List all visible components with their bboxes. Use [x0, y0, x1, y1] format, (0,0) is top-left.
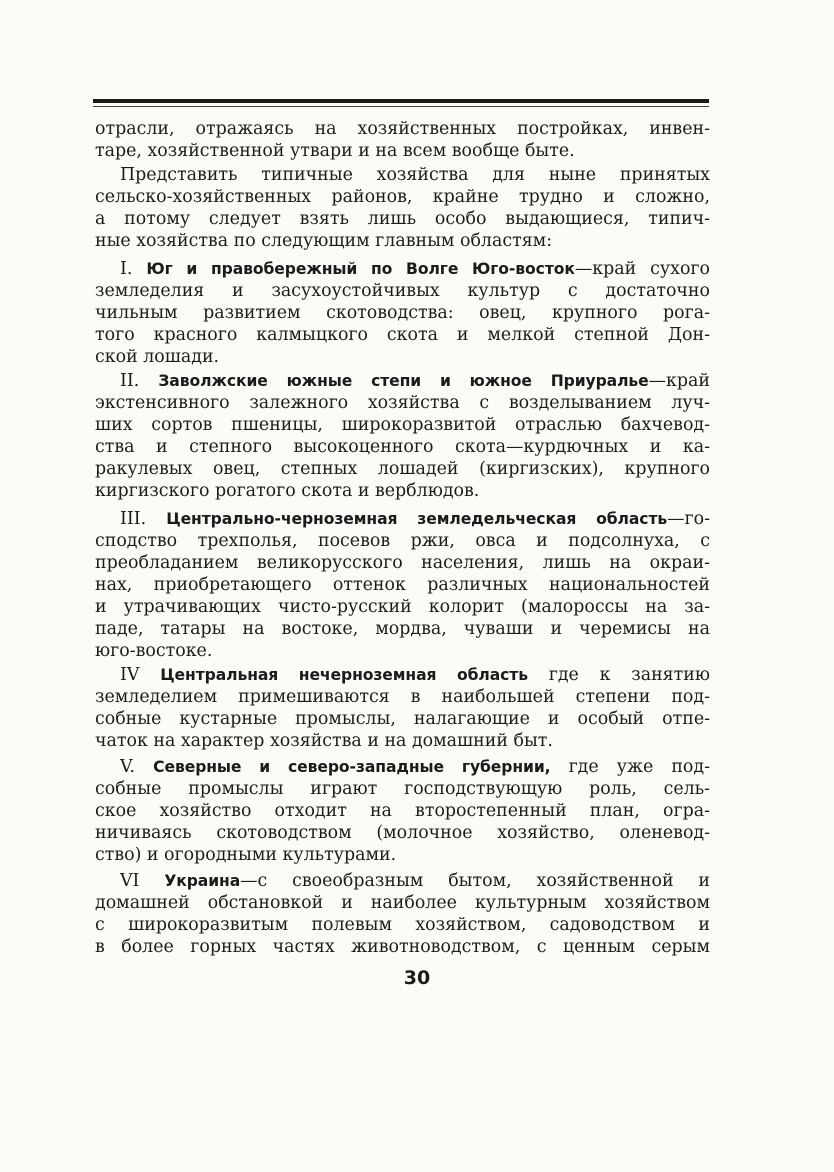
text-fragment: край: [666, 371, 710, 391]
dash: —: [240, 871, 258, 891]
text-line: Представить типичные хозяйства для ныне принятых: [120, 165, 710, 185]
text-line: юго-востоке.: [95, 641, 213, 661]
section-heading: Центрально-черноземная земледельческая область: [166, 510, 668, 528]
section-number: III.: [120, 509, 147, 529]
section-heading-line: [120, 258, 710, 280]
section-heading: Центральная нечерноземная область: [160, 666, 528, 684]
dash: —: [574, 259, 593, 279]
text-fragment: с своеобразным бытом, хозяйственной и: [257, 871, 710, 891]
text-line: сподство трехполья, посевов ржи, овса и подсолнуха, с: [95, 531, 710, 551]
section-number: V.: [120, 757, 136, 777]
text-line: ской лошади.: [95, 347, 220, 367]
text-line: ство) и огородными культурами.: [95, 845, 397, 865]
text-line: сельско-хозяйственных районов, крайне трудно и сложно,: [95, 187, 710, 207]
text-line: ничиваясь скотоводством (молочное хозяйство, оленевод-: [95, 823, 710, 843]
dash: —: [667, 509, 685, 529]
text-fragment: засухоустойчивых культур с достаточно: [271, 281, 710, 301]
text-line: экстенсивного залежного хозяйства с возделыванием луч-: [95, 393, 710, 413]
text-line: отрасли, отражаясь на хозяйственных постройках, инвен-: [95, 119, 710, 139]
text-line: ные хозяйства по следующим главным областям:: [95, 231, 553, 251]
text-line: чильным развитием скотоводства: овец, крупного рога-: [95, 303, 710, 323]
section-heading-line: [120, 370, 710, 392]
section-heading: Заволжские южные степи и южное Приуралье: [158, 372, 649, 390]
text-line: домашней обстановкой и наиболее культурным хозяйством: [95, 893, 710, 913]
section-heading: Юг и правобережный по Волге Юго-восток: [146, 260, 575, 278]
section-number: I.: [120, 259, 133, 279]
text-line: паде, татары на востоке, мордва, чуваши и черемисы на: [95, 619, 710, 639]
text-line: киргизского рогатого скота и верблюдов.: [95, 481, 480, 501]
top-rule: [93, 99, 709, 103]
text-line: земледелием примешиваются в наибольшей степени под-: [95, 687, 710, 707]
text-line: с широкоразвитым полевым хозяйством, садоводством и: [95, 915, 710, 935]
text-fragment: край сухого: [592, 259, 710, 279]
section-heading: Северные и северо-западные губернии,: [153, 758, 551, 776]
text-line: [95, 280, 710, 302]
section-heading-line: [120, 664, 710, 686]
text-line: ракулевых овец, степных лошадей (киргизских), крупного: [95, 459, 710, 479]
text-line: собные промыслы играют господствующую роль, сель-: [95, 779, 710, 799]
text-line: чаток на характер хозяйства и на домашний быт.: [95, 731, 553, 751]
text-line: нах, приобретающего оттенок различных национальностей: [95, 575, 710, 595]
text-fragment: где к занятию: [548, 665, 710, 685]
section-heading: Украина: [164, 872, 241, 890]
text-line: преобладанием великорусского населения, лишь на окраи-: [95, 553, 710, 573]
section-number: IV: [120, 665, 140, 685]
text-line: ства и степного высокоценного скота—курдючных и ка-: [95, 437, 710, 457]
text-line: в более горных частях животноводством, с ценным серым: [95, 937, 710, 957]
dash: —: [648, 371, 667, 391]
page-number: 30: [403, 967, 431, 989]
text-line: а потому следует взять лишь особо выдающиеся, типич-: [95, 209, 710, 229]
text-line: ших сортов пшеницы, широкоразвитой отраслью бахчевод-: [95, 415, 710, 435]
top-rule-thin: [93, 106, 709, 107]
text-line: таре, хозяйственной утвари и на всем вообще быте.: [95, 141, 575, 161]
section-heading-line: [120, 870, 710, 892]
section-heading-line: [120, 508, 710, 530]
text-line: и утрачивающих чисто-русский колорит (малороссы на за-: [95, 597, 710, 617]
section-number: VI: [120, 871, 140, 891]
text-fragment: го-: [684, 509, 710, 529]
text-line: ское хозяйство отходит на второстепенный план, огра-: [95, 801, 710, 821]
section-number: II.: [120, 371, 140, 391]
text-fragment: где уже под-: [568, 757, 710, 777]
section-heading-line: [120, 756, 710, 778]
text-fragment: земледелия и: [95, 281, 244, 301]
text-line: того красного калмыцкого скота и мелкой степной Дон-: [95, 325, 710, 345]
text-line: собные кустарные промыслы, налагающие и особый отпе-: [95, 709, 710, 729]
